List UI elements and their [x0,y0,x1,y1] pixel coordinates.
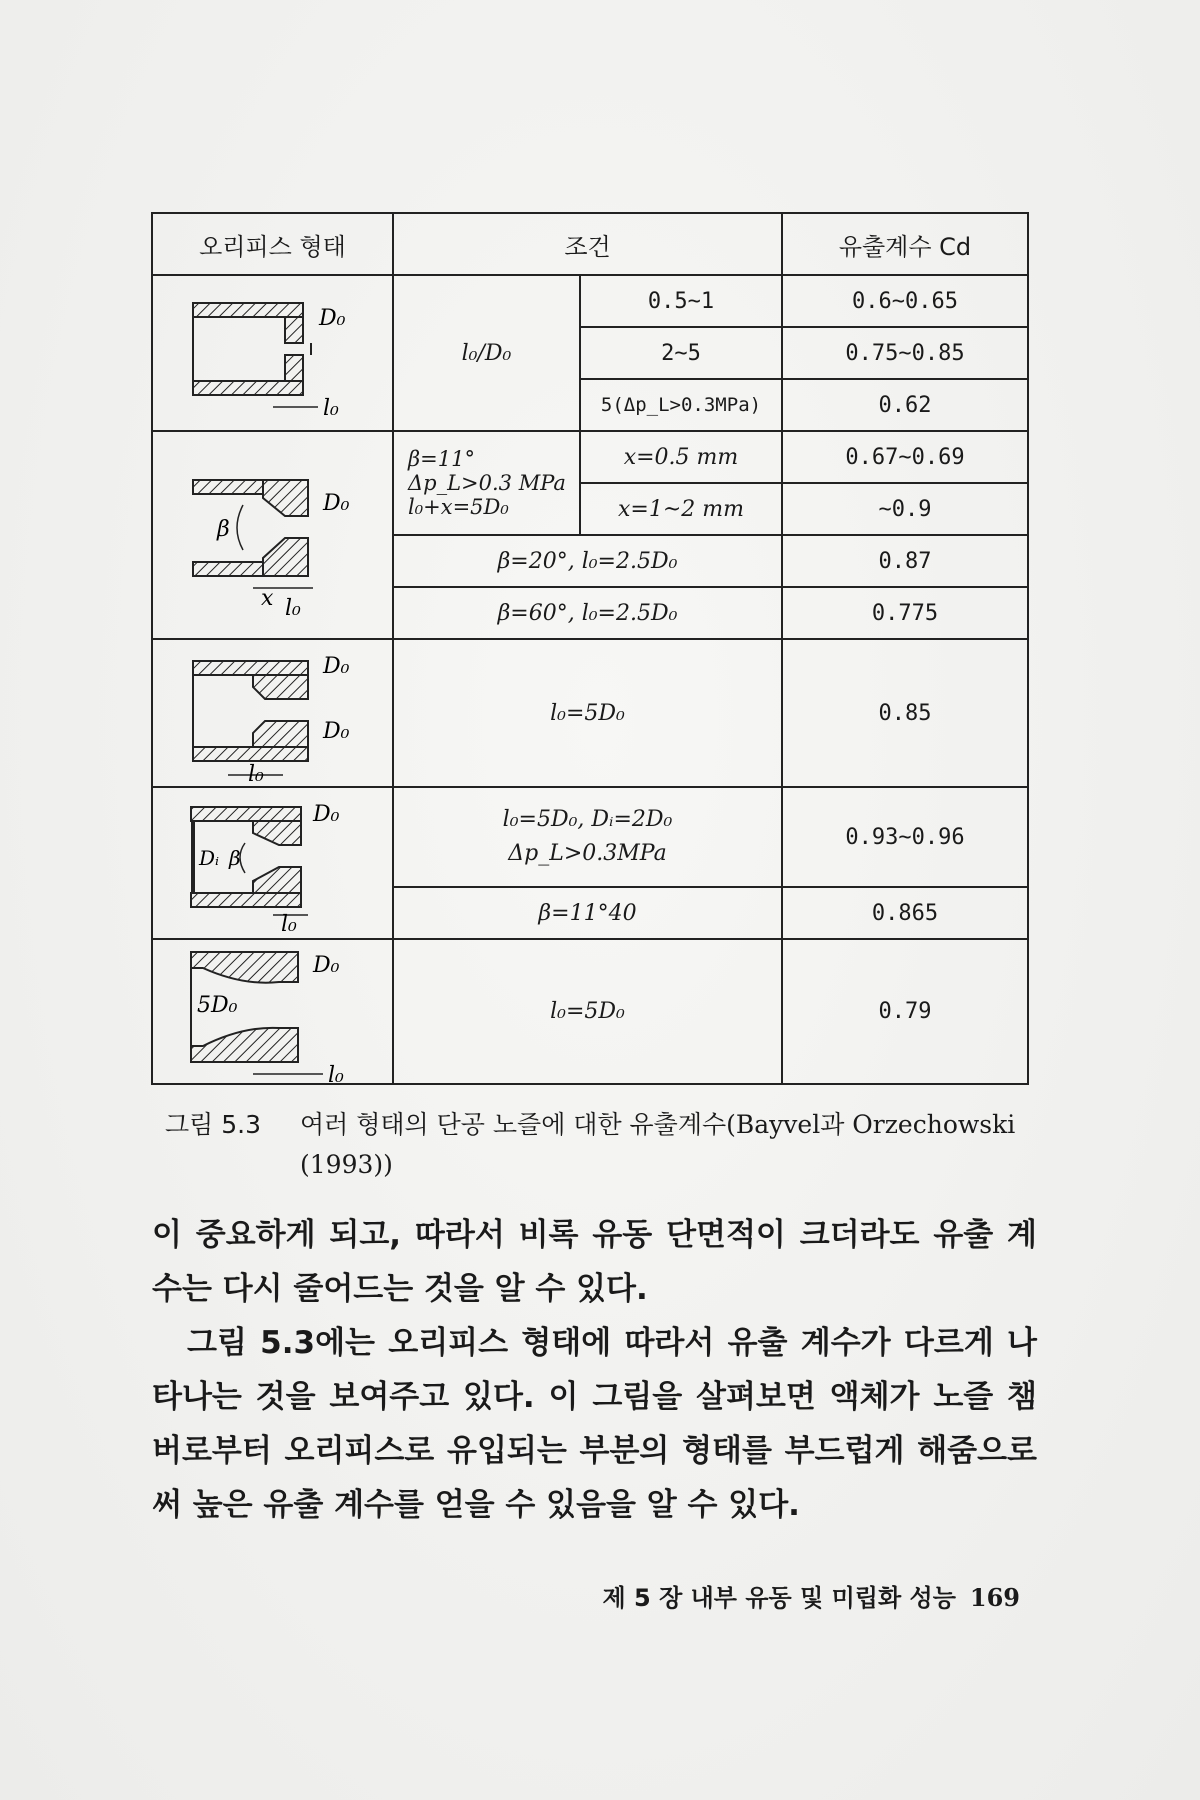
diagram-label-d0: D₀ [318,306,345,331]
cylindrical-orifice-drawing [173,283,373,423]
body-text [152,1208,1037,1532]
caption-text: 여러 형태의 단공 노즐에 대한 유출계수(Bayvel과 Orzechowski [300,1110,1016,1139]
orifice-diagram-cylindrical [152,275,393,431]
diagram-label-d0-inner: D₀ [322,719,349,744]
diagram-label-l0: l₀ [327,1062,344,1082]
condition-cell: 5(Δp_L>0.3MPa) [580,379,782,431]
diagram-label-l0: l₀ [280,912,297,933]
condition-cell: x=0.5 mm [580,431,782,483]
converging-orifice-drawing [173,942,373,1082]
diagram-label-d0: D₀ [322,491,349,516]
condition-line: Δp_L>0.3MPa [508,841,667,866]
cd-cell: 0.87 [782,535,1028,587]
diagram-label-di: Dᵢ [198,846,219,870]
stepped-orifice-drawing [173,643,373,783]
condition-cell: β=20°, l₀=2.5D₀ [393,535,782,587]
condition-cell: x=1~2 mm [580,483,782,535]
conical-orifice-drawing [173,450,373,620]
diagram-label-l0: l₀ [284,596,301,620]
condition-group-beta11 [393,431,580,535]
diagram-label-beta: β [228,846,241,870]
cd-cell: 0.75~0.85 [782,327,1028,379]
cd-cell: 0.775 [782,587,1028,639]
discharge-coefficient-table [151,212,1029,1085]
orifice-diagram-rounded [152,787,393,939]
condition-ratio: l₀/D₀ [393,275,580,431]
condition-cell: β=11°40 [393,887,782,939]
diagram-label-d0: D₀ [312,802,339,827]
orifice-diagram-stepped [152,639,393,787]
condition-line: Δp_L>0.3 MPa [408,471,566,495]
chapter-title: 제 5 장 내부 유동 및 미립화 성능 [602,1584,956,1612]
orifice-diagram-conical [152,431,393,639]
header-condition: 조건 [393,213,782,275]
cd-cell: 0.93~0.96 [782,787,1028,887]
table-row [152,939,1028,1084]
caption-label: 그림 5.3 [165,1110,262,1139]
condition-cell: β=60°, l₀=2.5D₀ [393,587,782,639]
diagram-label-l0: l₀ [247,762,264,783]
condition-group-di [393,787,782,887]
condition-cell: l₀=5D₀ [393,639,782,787]
condition-line: l₀+x=5D₀ [408,495,509,519]
condition-cell: l₀=5D₀ [393,939,782,1084]
rounded-orifice-drawing [173,793,373,933]
table-header-row [152,213,1028,275]
diagram-label-5d0: 5D₀ [196,992,237,1018]
condition-cell: 2~5 [580,327,782,379]
table-row [152,275,1028,327]
cd-cell: ~0.9 [782,483,1028,535]
table-row [152,639,1028,787]
table-row [152,431,1028,483]
diagram-label-x: x [260,586,273,611]
cd-cell: 0.6~0.65 [782,275,1028,327]
cd-cell: 0.67~0.69 [782,431,1028,483]
paragraph-2: 그림 5.3에는 오리피스 형태에 따라서 유출 계수가 다르게 나타나는 것을 보여주고 있다. 이 그림을 살펴보면 액체가 노즐 챔버로부터 오리피스로 유입되는 부분의 형태를 부드럽게 해줌으로써 높은 유출 계수를 얻을 수 있음을 알 수 있다. [152,1325,1037,1523]
orifice-diagram-converging [152,939,393,1084]
diagram-label-d0: D₀ [322,654,349,679]
cd-cell: 0.79 [782,939,1028,1084]
cd-cell: 0.865 [782,887,1028,939]
diagram-label-d0: D₀ [312,952,339,978]
condition-line: l₀=5D₀, Dᵢ=2D₀ [502,807,673,832]
diagram-label-beta: β [216,517,230,542]
condition-line: β=11° [408,447,475,471]
paragraph-1: 이 중요하게 되고, 따라서 비록 유동 단면적이 크더라도 유출 계수는 다시 줄어드는 것을 알 수 있다. [152,1217,1037,1307]
header-orifice-shape: 오리피스 형태 [152,213,393,275]
page-number: 169 [969,1583,1020,1612]
diagram-label-l0: l₀ [322,396,339,421]
condition-cell: 0.5~1 [580,275,782,327]
caption-text-cont: (1993)) [300,1150,393,1179]
figure-caption [165,1105,1065,1185]
cd-cell: 0.85 [782,639,1028,787]
cd-cell: 0.62 [782,379,1028,431]
table-row [152,787,1028,887]
header-discharge-coefficient: 유출계수 Cd [782,213,1028,275]
page-footer [580,1578,1020,1613]
